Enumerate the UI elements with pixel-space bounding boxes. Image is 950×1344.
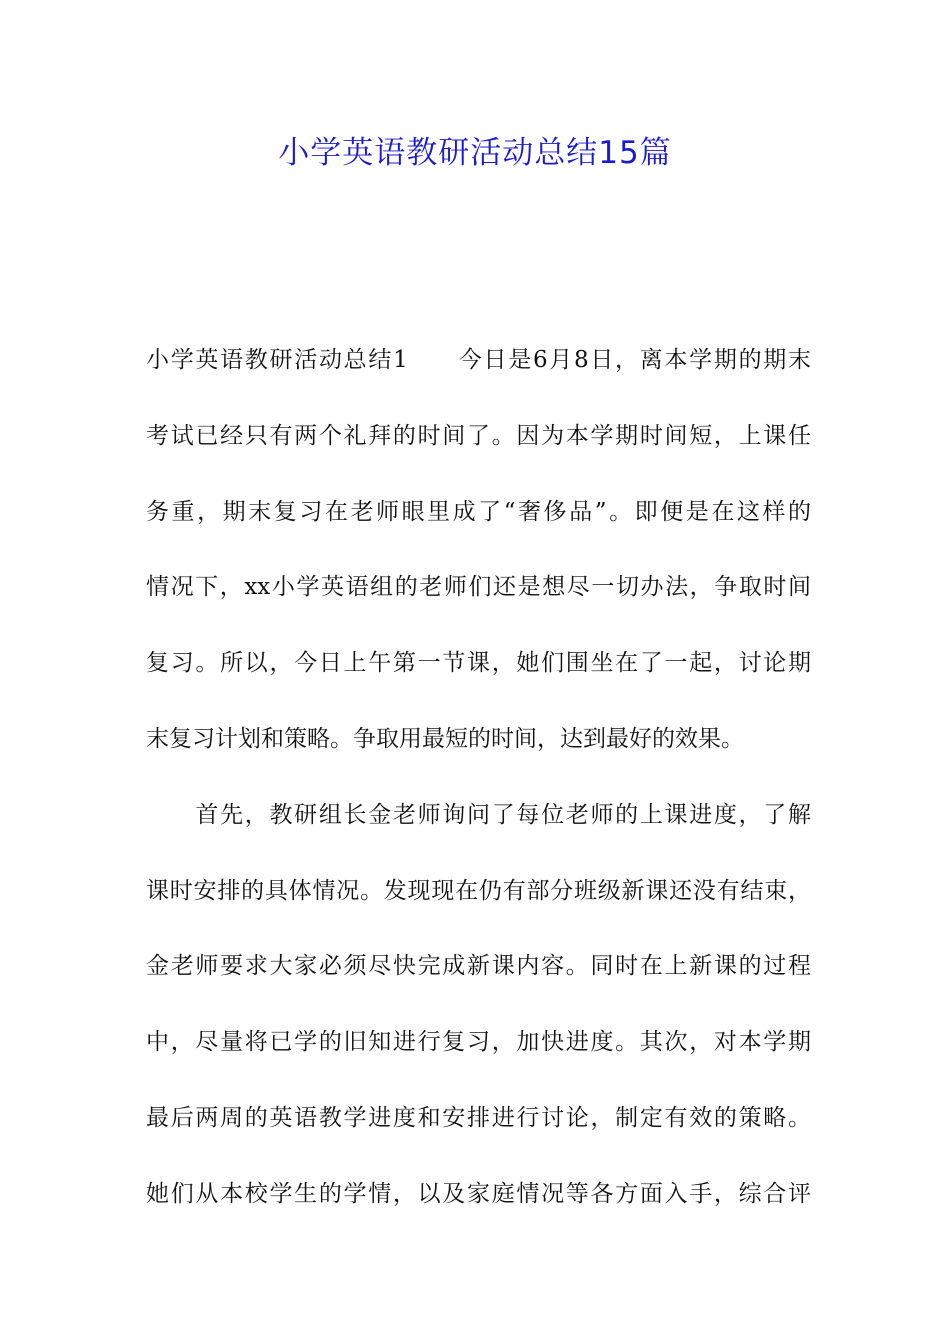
body-line: 最后两周的英语教学进度和安排进行讨论，制定有效的策略。 [146,1104,811,1131]
body-line: 务重，期末复习在老师眼里成了“奢侈品”。即便是在这样的 [146,498,811,525]
body-line: 小学英语教研活动总结1 今日是6月8日，离本学期的期末 [146,347,811,373]
body-line: 她们从本校学生的学情，以及家庭情况等各方面入手，综合评 [146,1180,811,1207]
body-line: 中，尽量将已学的旧知进行复习，加快进度。其次，对本学期 [146,1029,811,1056]
document-body [146,336,811,1246]
body-line: 情况下，xx小学英语组的老师们还是想尽一切办法，争取时间 [146,574,811,601]
body-line: 末复习计划和策略。争取用最短的时间，达到最好的效果。 [146,725,744,752]
body-line: 课时安排的具体情况。发现现在仍有部分班级新课还没有结束， [146,877,811,904]
body-line: 首先，教研组长金老师询问了每位老师的上课进度，了解 [146,801,811,828]
body-line: 复习。所以，今日上午第一节课，她们围坐在了一起，讨论期 [146,650,811,677]
document-title: 小学英语教研活动总结15篇 [278,135,672,171]
body-line: 考试已经只有两个礼拜的时间了。因为本学期时间短，上课任 [146,422,811,449]
body-line: 金老师要求大家必须尽快完成新课内容。同时在上新课的过程 [146,953,811,980]
